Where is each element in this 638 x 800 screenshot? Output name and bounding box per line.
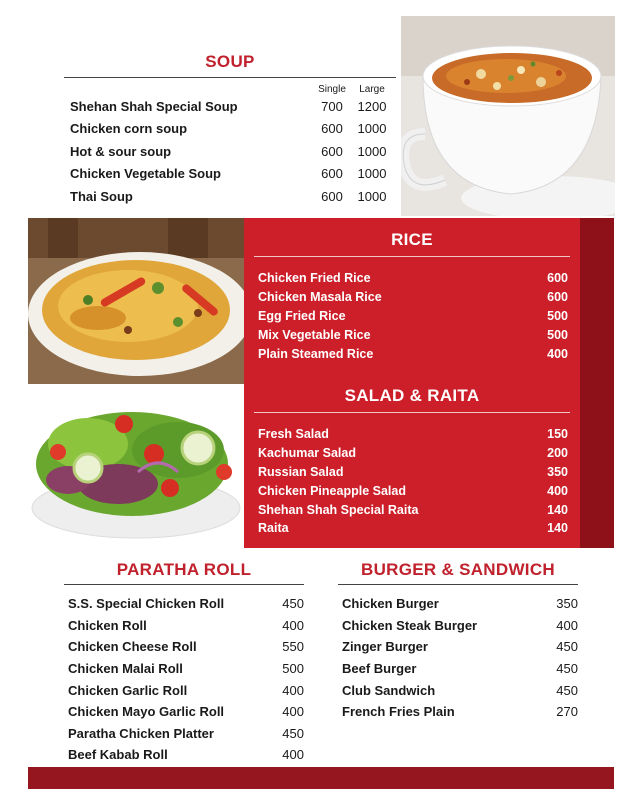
item-price: 140: [547, 521, 568, 536]
item-name: Chicken Garlic Roll: [68, 682, 188, 698]
menu-item: [64, 744, 304, 766]
menu-item: [244, 344, 580, 363]
price-single: 600: [321, 121, 343, 137]
item-price: 400: [282, 682, 304, 698]
menu-item: [244, 288, 580, 307]
menu-item: [244, 519, 580, 538]
item-name: Egg Fried Rice: [258, 308, 346, 323]
item-name: Chicken Vegetable Soup: [70, 166, 221, 182]
rice-list: [244, 269, 580, 363]
menu-item: [244, 325, 580, 344]
item-name: Russian Salad: [258, 464, 344, 479]
menu-item: [244, 481, 580, 500]
price-large: 1000: [357, 143, 387, 159]
menu-item: [338, 636, 578, 658]
biryani-illustration: [28, 218, 244, 384]
item-price: 150: [547, 427, 568, 442]
item-name: Mix Vegetable Rice: [258, 327, 371, 342]
item-price: 450: [556, 661, 578, 677]
item-name: Chicken Masala Rice: [258, 290, 382, 305]
item-name: Chicken Malai Roll: [68, 661, 183, 677]
rice-section: [244, 230, 580, 363]
menu-item: [64, 95, 396, 118]
item-price: 450: [556, 639, 578, 655]
menu-item: [338, 658, 578, 680]
item-price: 140: [547, 502, 568, 517]
item-price: 400: [547, 483, 568, 498]
paratha-list: [64, 593, 304, 766]
item-name: Fresh Salad: [258, 427, 329, 442]
menu-item: [64, 615, 304, 637]
item-name: Beef Kabab Roll: [68, 747, 168, 763]
soup-list: [64, 95, 396, 208]
item-price: 400: [282, 617, 304, 633]
item-name: Shehan Shah Special Raita: [258, 502, 419, 517]
paratha-divider: [64, 584, 304, 585]
item-name: Plain Steamed Rice: [258, 346, 374, 361]
decorative-red-strip: [580, 218, 614, 548]
burger-sandwich-section: [338, 560, 578, 723]
salad-photo: [28, 384, 244, 548]
item-name: Club Sandwich: [342, 682, 436, 698]
burger-list: [338, 593, 578, 723]
salad-illustration: [28, 384, 244, 548]
item-name: Chicken Fried Rice: [258, 271, 371, 286]
soup-col-large: Large: [359, 84, 385, 95]
item-name: French Fries Plain: [342, 704, 455, 720]
menu-item: [244, 463, 580, 482]
item-name: Chicken Cheese Roll: [68, 639, 197, 655]
footer-bar: [28, 767, 614, 789]
burger-divider: [338, 584, 578, 585]
salad-raita-section: [244, 386, 580, 538]
menu-item: [64, 118, 396, 141]
menu-item: [64, 593, 304, 615]
menu-item: [244, 500, 580, 519]
item-price: 550: [282, 639, 304, 655]
menu-item: [64, 636, 304, 658]
item-price: 450: [556, 682, 578, 698]
price-single: 600: [321, 143, 343, 159]
item-name: Chicken Roll: [68, 617, 147, 633]
item-name: Chicken corn soup: [70, 121, 188, 137]
menu-item: [64, 140, 396, 163]
price-large: 1200: [357, 98, 387, 114]
price-large: 1000: [357, 166, 387, 182]
rice-divider: [254, 256, 570, 257]
menu-item: [64, 163, 396, 186]
salad-title: SALAD & RAITA: [344, 386, 480, 405]
menu-item: [64, 679, 304, 701]
burger-title: BURGER & SANDWICH: [361, 560, 555, 579]
item-price: 200: [547, 446, 568, 461]
soup-bowl-photo: [401, 16, 615, 216]
price-single: 600: [321, 166, 343, 182]
item-name: Chicken Pineapple Salad: [258, 483, 406, 498]
soup-title: SOUP: [205, 52, 255, 71]
item-price: 600: [547, 290, 568, 305]
item-price: 400: [282, 747, 304, 763]
menu-item: [64, 658, 304, 680]
item-name: Thai Soup: [70, 188, 133, 204]
menu-item: [64, 701, 304, 723]
item-name: Chicken Mayo Garlic Roll: [68, 704, 225, 720]
item-name: Beef Burger: [342, 661, 417, 677]
menu-item: [338, 615, 578, 637]
item-price: 500: [547, 327, 568, 342]
price-large: 1000: [357, 121, 387, 137]
menu-item: [244, 444, 580, 463]
item-price: 270: [556, 704, 578, 720]
item-price: 600: [547, 271, 568, 286]
item-name: Chicken Steak Burger: [342, 617, 478, 633]
item-price: 500: [282, 661, 304, 677]
rice-salad-panel: [244, 218, 580, 548]
item-name: Shehan Shah Special Soup: [70, 98, 238, 114]
rice-title: RICE: [391, 230, 433, 249]
item-price: 350: [547, 464, 568, 479]
item-price: 450: [282, 725, 304, 741]
salad-divider: [254, 412, 570, 413]
soup-divider: [64, 77, 396, 78]
item-price: 400: [556, 617, 578, 633]
item-price: 350: [556, 596, 578, 612]
item-price: 450: [282, 596, 304, 612]
item-name: S.S. Special Chicken Roll: [68, 596, 225, 612]
item-name: Paratha Chicken Platter: [68, 725, 214, 741]
price-single: 600: [321, 188, 343, 204]
menu-item: [338, 593, 578, 615]
item-price: 500: [547, 308, 568, 323]
paratha-roll-section: [64, 560, 304, 766]
soup-col-single: Single: [318, 84, 346, 95]
paratha-title: PARATHA ROLL: [116, 560, 252, 579]
item-name: Chicken Burger: [342, 596, 439, 612]
menu-item: [244, 269, 580, 288]
menu-item: [64, 723, 304, 745]
item-price: 400: [282, 704, 304, 720]
item-name: Kachumar Salad: [258, 446, 356, 461]
menu-item: [244, 307, 580, 326]
item-price: 400: [547, 346, 568, 361]
salad-list: [244, 425, 580, 538]
menu-item: [244, 425, 580, 444]
item-name: Raita: [258, 521, 289, 536]
price-large: 1000: [357, 188, 387, 204]
soup-section: [64, 52, 396, 208]
menu-item: [64, 185, 396, 208]
menu-item: [338, 701, 578, 723]
item-name: Hot & sour soup: [70, 143, 172, 159]
item-name: Zinger Burger: [342, 639, 428, 655]
price-single: 700: [321, 98, 343, 114]
soup-bowl-illustration: [401, 16, 615, 216]
soup-column-headers: [64, 84, 396, 95]
menu-item: [338, 679, 578, 701]
biryani-photo: [28, 218, 244, 384]
